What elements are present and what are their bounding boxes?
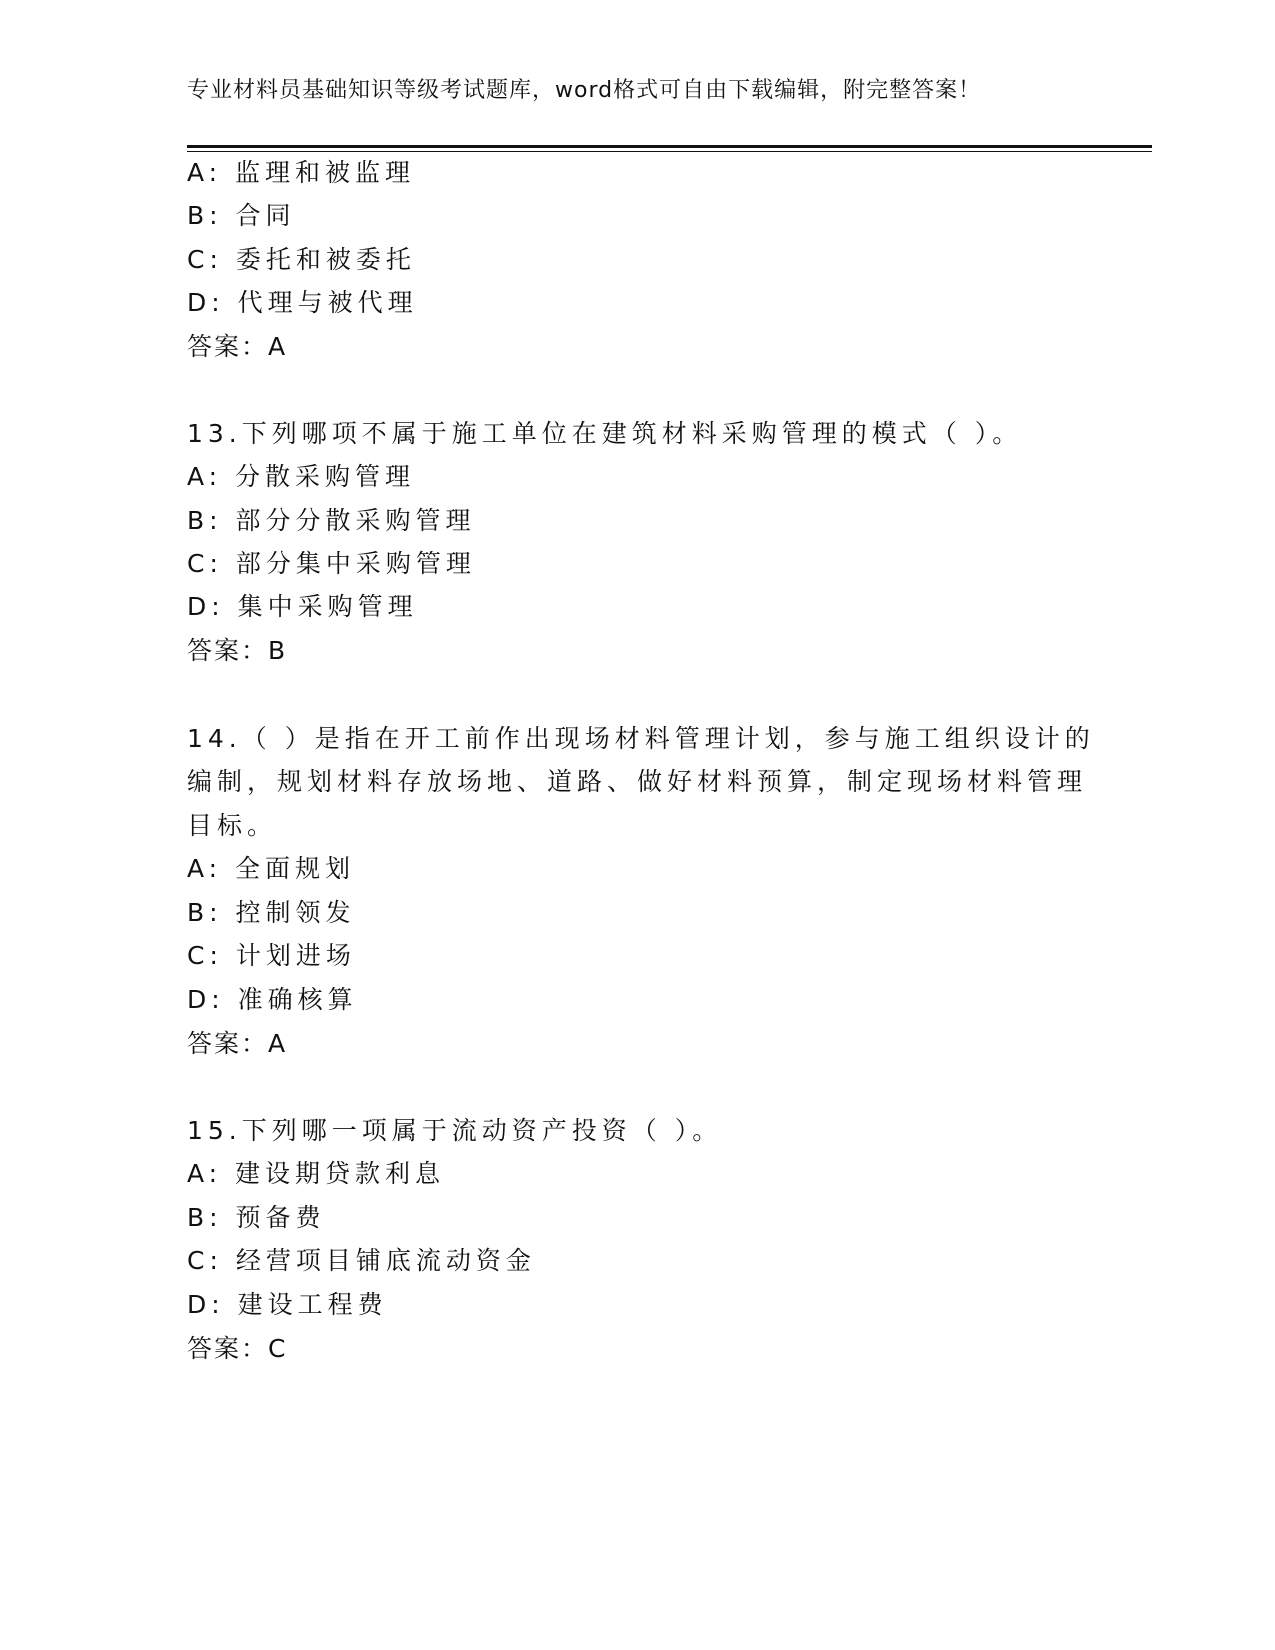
- option-d: D: 代理与被代理: [187, 288, 418, 317]
- option-d: D: 建设工程费: [187, 1290, 388, 1319]
- question-14-line-3: 目标。: [187, 811, 278, 840]
- header-rule-thin: [187, 151, 1152, 152]
- question-13: 13.下列哪项不属于施工单位在建筑材料采购管理的模式（ ）。: [187, 419, 1023, 448]
- option-d: D: 准确核算: [187, 985, 358, 1014]
- answer-line: 答案：B: [187, 636, 288, 665]
- option-a: A: 建设期贷款利息: [187, 1159, 446, 1188]
- option-c: C: 委托和被委托: [187, 245, 416, 274]
- question-14-line-2: 编制，规划材料存放场地、道路、做好材料预算，制定现场材料管理: [187, 767, 1088, 796]
- answer-line: 答案：C: [187, 1334, 288, 1363]
- page-header: 专业材料员基础知识等级考试题库，word格式可自由下载编辑，附完整答案！: [187, 78, 982, 103]
- option-a: A: 全面规划: [187, 854, 356, 883]
- option-b: B: 部分分散采购管理: [187, 506, 476, 535]
- option-c: C: 经营项目铺底流动资金: [187, 1246, 536, 1275]
- option-c: C: 部分集中采购管理: [187, 549, 476, 578]
- option-b: B: 控制领发: [187, 898, 356, 927]
- answer-line: 答案：A: [187, 1029, 288, 1058]
- answer-line: 答案：A: [187, 332, 288, 361]
- option-a: A: 监理和被监理: [187, 158, 416, 187]
- question-14-line-1: 14.（ ）是指在开工前作出现场材料管理计划，参与施工组织设计的: [187, 724, 1095, 753]
- option-a: A: 分散采购管理: [187, 462, 416, 491]
- header-rule-thick: [187, 145, 1152, 148]
- option-d: D: 集中采购管理: [187, 592, 418, 621]
- question-15: 15.下列哪一项属于流动资产投资（ ）。: [187, 1116, 723, 1145]
- option-b: B: 预备费: [187, 1203, 326, 1232]
- option-c: C: 计划进场: [187, 941, 356, 970]
- option-b: B: 合同: [187, 201, 296, 230]
